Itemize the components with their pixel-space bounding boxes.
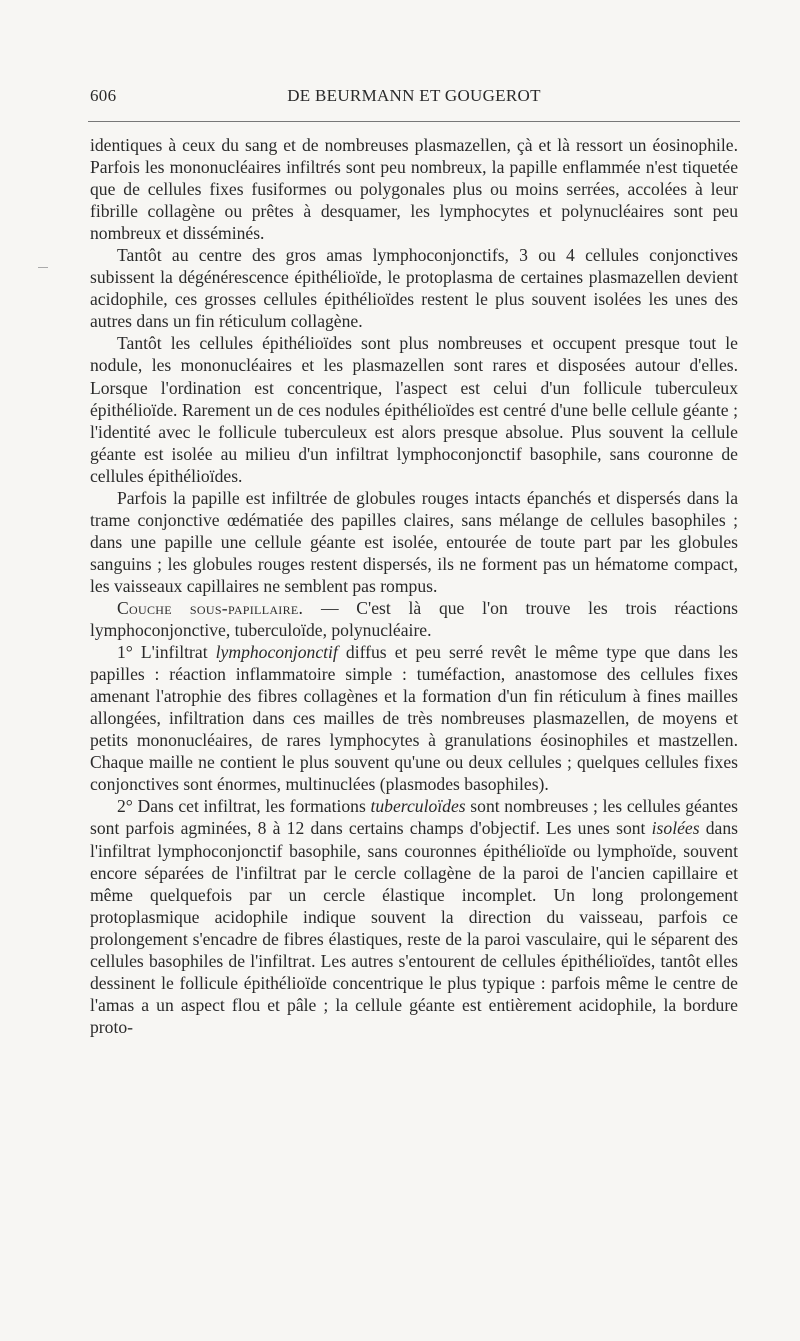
- paragraph-7-prefix: 2° Dans cet infiltrat, les formations: [117, 796, 371, 817]
- paragraph-3: Tantôt les cellules épithélioïdes sont plus nombreuses et occupent presque tout le nodule, les mononucléaires et les plasmazellen sont rares et disposées autour d'elles. Lorsque l'ordination est concentrique, l'aspect est celui d'un follicule tuberculeux épithélioïde. Rarement un de ces nodules épithélioïdes est centré d'une belle cellule géante ; l'identité avec le follicule tuberculeux est alors presque absolue. Plus souvent la cellule géante est isolée au milieu d'un infiltrat lymphoconjonctif basophile, sans couronne de cellules épithélioïdes.: [90, 333, 738, 486]
- paragraph-6-text: diffus et peu serré revêt le même type que dans les papilles : réaction inflammatoire simple : tuméfaction, anastomose des cellules fixes amenant l'atrophie des fibres collagènes et la formation d'un fin réticulum à fines mailles allongées, infiltration dans ces mailles de très nombreuses plasmazellen, de moyens et petits mononucléaires, de rares lymphocytes à granulations éosinophiles et mastzellen. Chaque maille ne contient le plus souvent qu'une ou deux cellules ; quelques cellules fixes conjonctives sont énormes, multinuclées (plasmodes basophiles).: [90, 642, 738, 795]
- section-label: Couche sous-papillaire.: [117, 597, 304, 618]
- paragraph-7-text: dans l'infiltrat lymphoconjonctif basophile, sans couronnes épithélioïde ou lymphoïde, souvent encore séparées de l'infiltrat par le cercle collagène de la paroi de l'ancien capillaire et même quelquefois par un cercle élastique incomplet. Un long prolongement protoplasmique acidophile indique souvent la direction du vaisseau, parfois ce prolongement s'encadre de fibres élastiques, reste de la paroi vasculaire, qui le séparent des cellules basophiles de l'infiltrat. Les autres s'entourent de cellules épithélioïdes, tantôt elles dessinent le follicule épithélioïde concentrique le plus typique : parfois même le centre de l'amas a un aspect flou et pâle ; la cellule géante est entièrement acidophile, la bordure proto-: [90, 818, 738, 1037]
- running-head: [90, 86, 738, 110]
- paragraph-5-text: — C'est là que l'on trouve les trois réactions lymphoconjonctive, tuberculoïde, polynucléaire.: [90, 597, 738, 641]
- paragraph-7-mid: sont nombreuses ; les cellules géantes sont parfois agminées, 8 à 12 dans certains champs d'objectif. Les unes sont: [90, 796, 738, 839]
- paragraph-6-italic: lymphoconjonctif: [215, 642, 338, 663]
- paragraph-7: [90, 795, 738, 1038]
- paragraph-7-italic: tuberculoïdes: [370, 796, 466, 817]
- margin-mark: [38, 267, 48, 268]
- paragraph-7-italic-2: isolées: [651, 818, 700, 839]
- paragraph-6-prefix: 1° L'infiltrat: [117, 642, 216, 663]
- paragraph-5: [90, 597, 738, 641]
- paragraph-2: Tantôt au centre des gros amas lymphoconjonctifs, 3 ou 4 cellules conjonctives subissent la dégénérescence épithélioïde, le protoplasma de certaines plasmazellen devient acidophile, ces grosses cellules épithélioïdes restent le plus souvent isolées les unes des autres dans un fin réticulum collagène.: [90, 245, 738, 332]
- paragraph-4: Parfois la papille est infiltrée de globules rouges intacts épanchés et dispersés dans la trame conjonctive œdématiée des papilles claires, sans mélange de cellules basophiles ; dans une papille une cellule géante est isolée, entourée de toute part par les globules sanguins ; les globules rouges restent dispersés, ils ne forment pas un hématome compact, les vaisseaux capillaires ne semblent pas rompus.: [90, 487, 738, 596]
- paragraph-6: [90, 641, 738, 795]
- running-title: DE BEURMANN ET GOUGEROT: [287, 86, 541, 105]
- header-rule: [88, 121, 740, 122]
- paragraph-1: identiques à ceux du sang et de nombreuses plasmazellen, çà et là ressort un éosinophile. Parfois les mononucléaires infiltrés sont peu nombreux, la papille enflammée n'est tiquetée que de cellules fixes fusiformes ou polygonales plus ou moins serrées, accolées à leur fibrille collagène ou prêtes à desquamer, les lymphocytes et polynucléaires sont peu nombreux et disséminés.: [90, 135, 738, 244]
- page-number: 606: [90, 86, 117, 105]
- body-text: [90, 134, 738, 1038]
